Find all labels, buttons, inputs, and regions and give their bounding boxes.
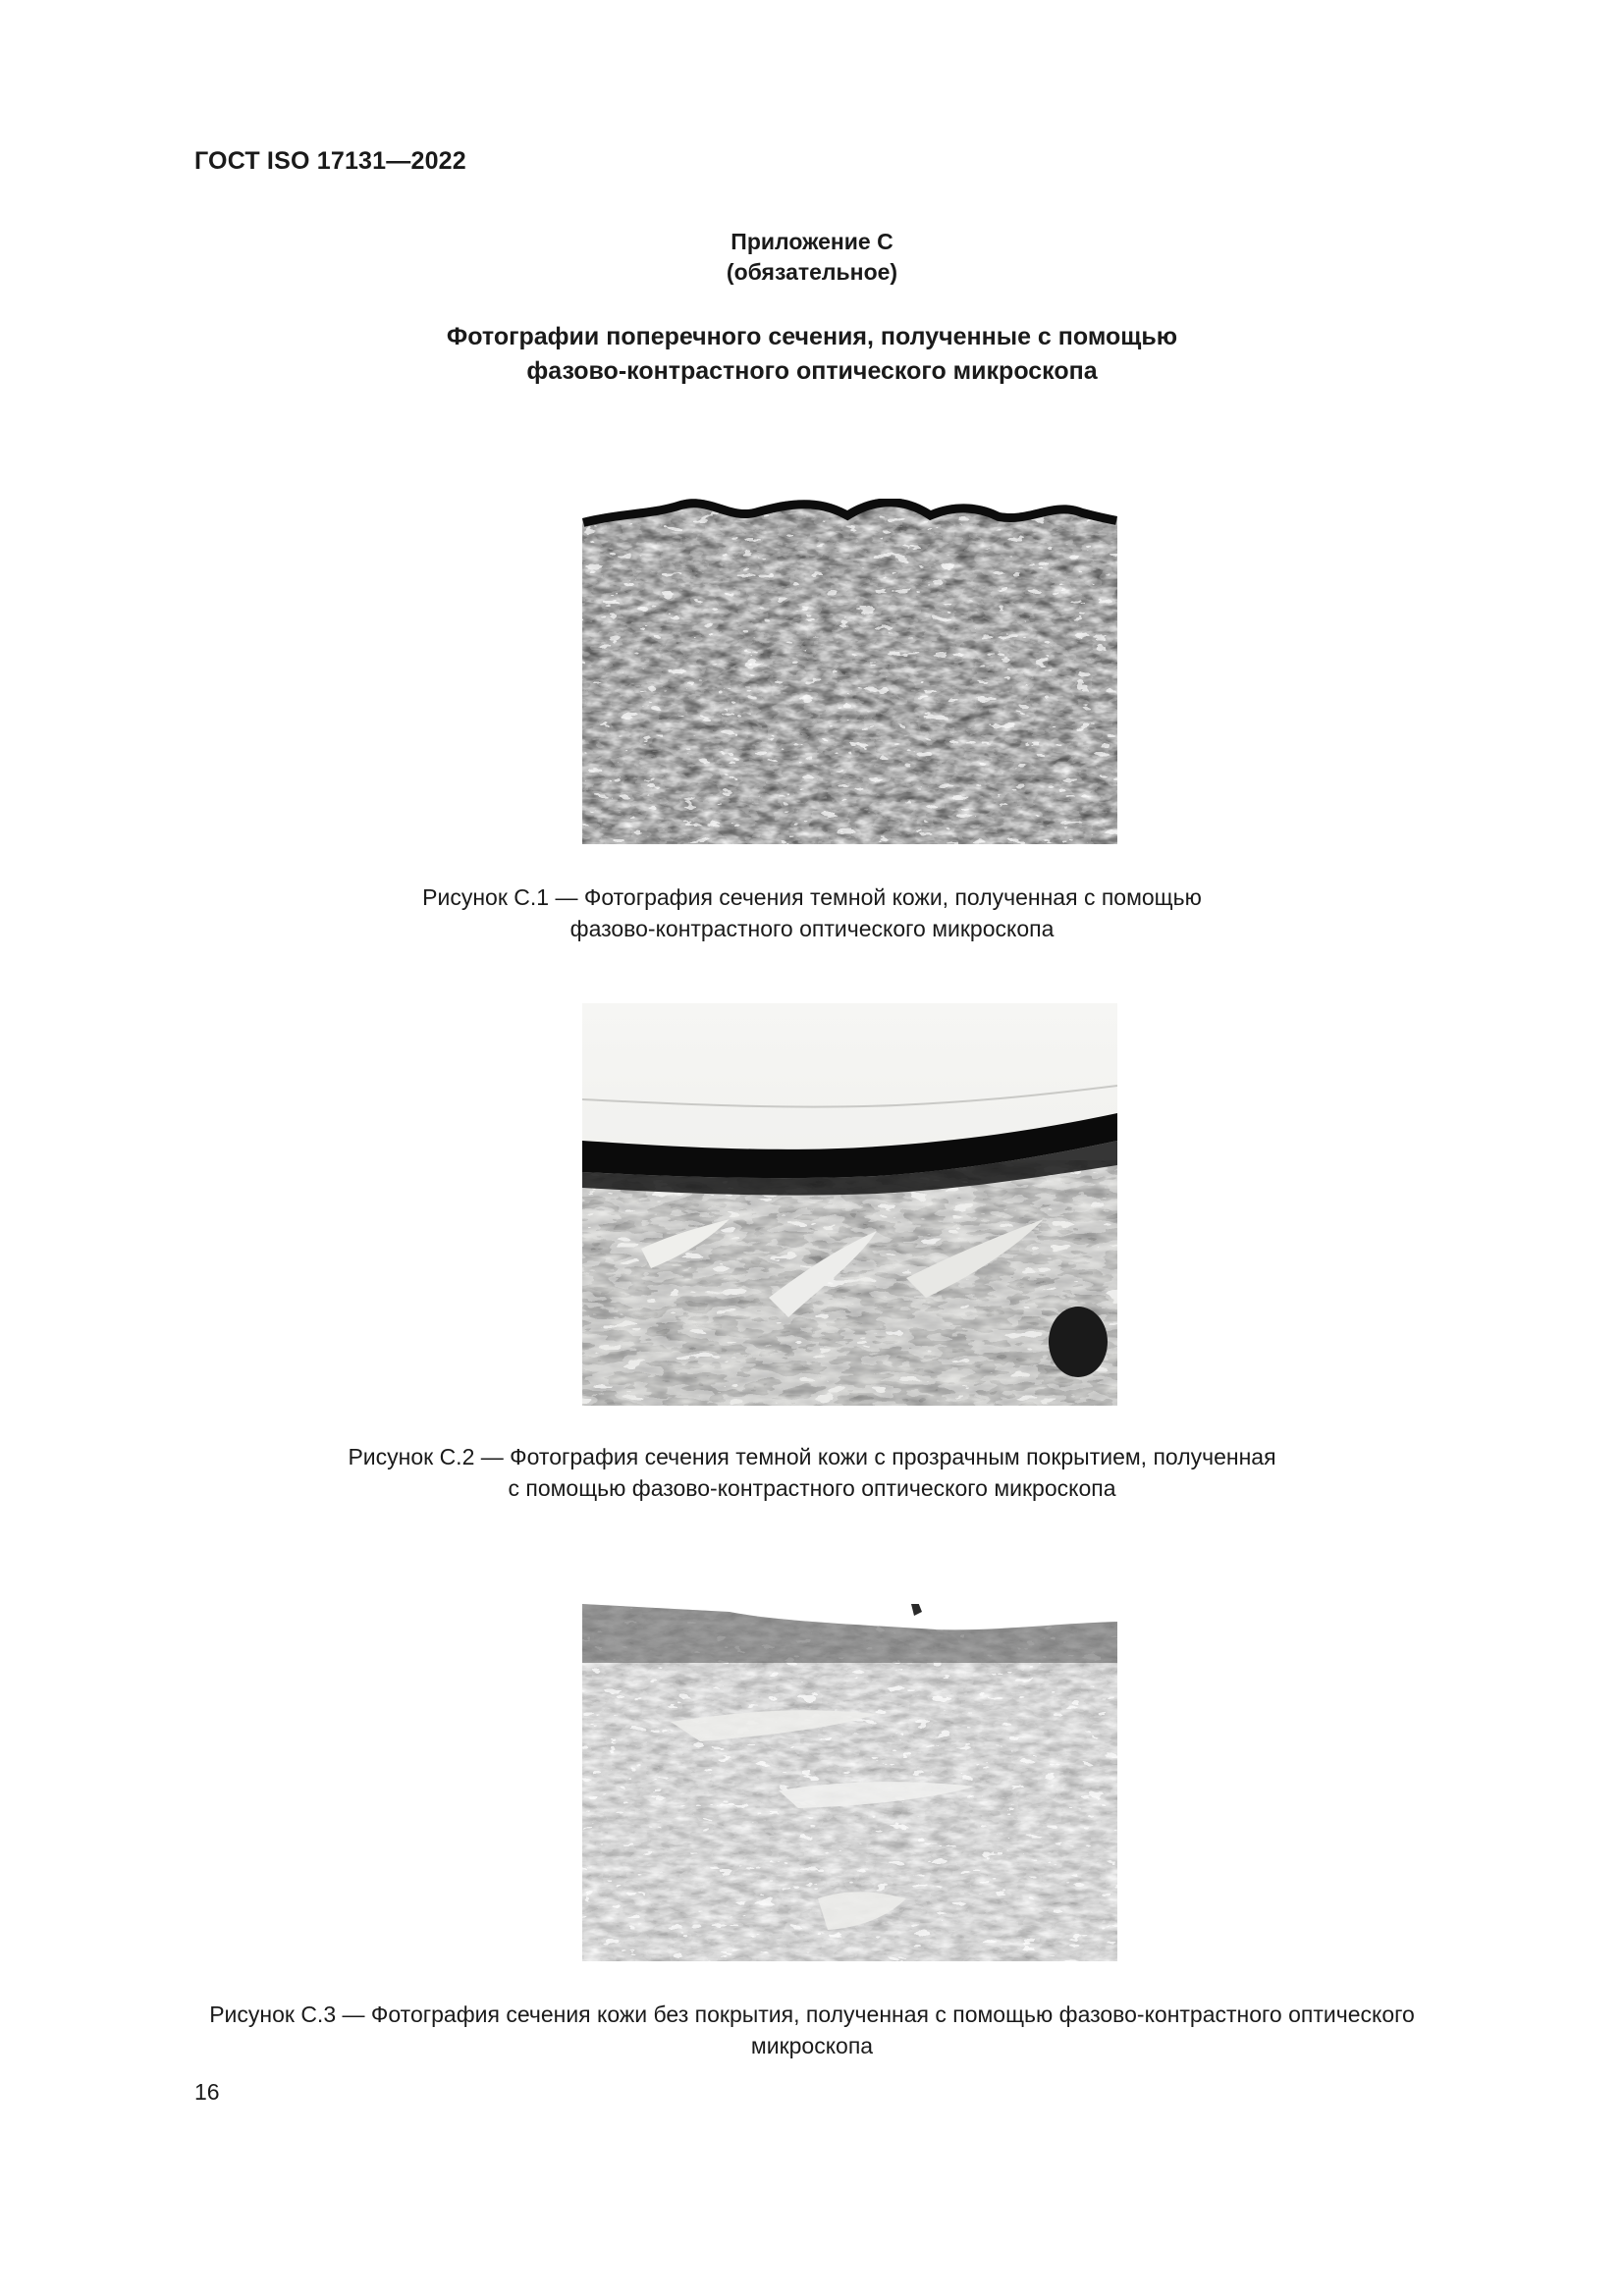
- section-heading: [0, 320, 1624, 389]
- section-heading-line-1: Фотографии поперечного сечения, полученные с помощью: [446, 323, 1178, 350]
- figure-c2-photo: [582, 1003, 1117, 1406]
- figure-c3-caption-line-2: микроскопа: [750, 2033, 874, 2058]
- figure-c2-caption: [0, 1441, 1624, 1504]
- document-header: ГОСТ ISO 17131—2022: [194, 147, 466, 175]
- appendix-title: Приложение С: [731, 229, 893, 254]
- figure-c3-photo: [582, 1604, 1117, 1961]
- figure-c1-caption-line-2: фазово-контрастного оптического микроскопа: [569, 916, 1055, 941]
- figure-c3-caption: [0, 1999, 1624, 2061]
- figure-c3-caption-line-1: Рисунок С.3 — Фотография сечения кожи без покрытия, полученная с помощью фазово-контрастного оптического: [209, 2002, 1415, 2027]
- figure-c1-caption: [0, 881, 1624, 944]
- figure-c1-caption-line-1: Рисунок С.1 — Фотография сечения темной кожи, полученная с помощью: [422, 884, 1202, 910]
- figure-c1-photo: [582, 499, 1117, 844]
- figure-c2-caption-line-2: с помощью фазово-контрастного оптического микроскопа: [508, 1475, 1116, 1501]
- section-heading-line-2: фазово-контрастного оптического микроскопа: [526, 357, 1098, 385]
- appendix-status: (обязательное): [726, 259, 898, 285]
- page-number: 16: [194, 2079, 220, 2105]
- figure-c2-caption-line-1: Рисунок С.2 — Фотография сечения темной кожи с прозрачным покрытием, полученная: [348, 1444, 1276, 1469]
